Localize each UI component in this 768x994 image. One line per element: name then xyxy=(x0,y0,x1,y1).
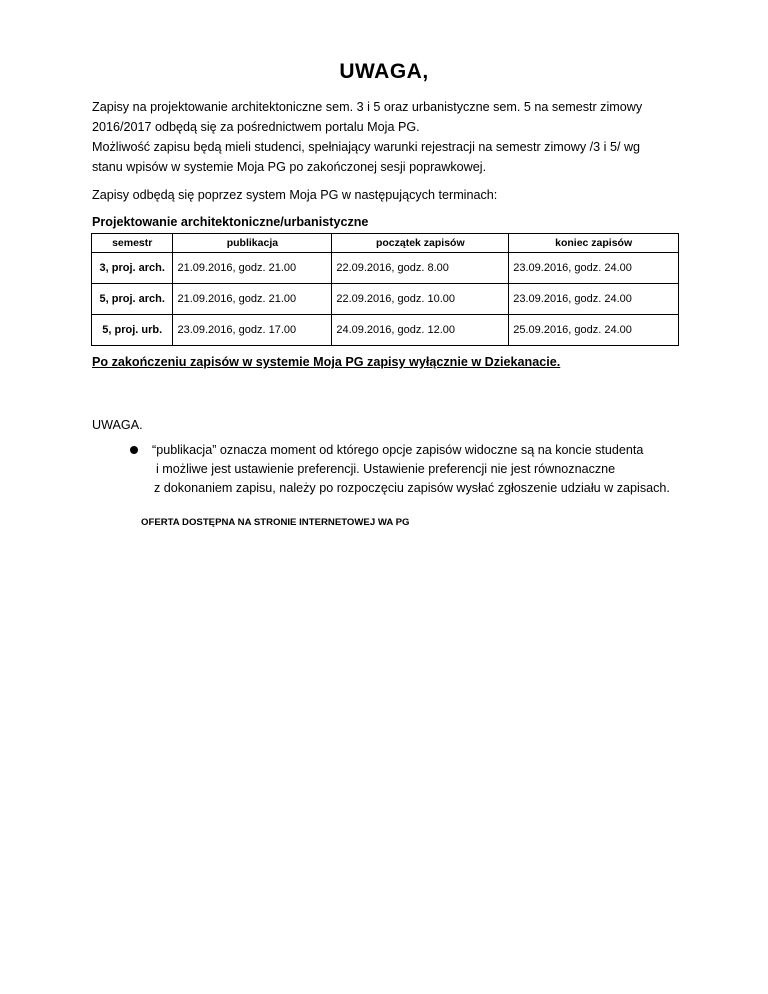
table-cell-publikacja: 21.09.2016, godz. 21.00 xyxy=(173,253,332,284)
bullet-dot-icon xyxy=(128,441,141,461)
intro-line: Zapisy na projektowanie architektoniczne sem. 3 i 5 oraz urbanistyczne sem. 5 na semestr zimowy xyxy=(92,100,643,114)
bullet-line: “publikacja” oznacza moment od którego opcje zapisów widoczne są na koncie studenta xyxy=(152,443,644,457)
dean-office-notice: Po zakończeniu zapisów w systemie Moja PG zapisy wyłącznie w Dziekanacie. xyxy=(92,355,561,369)
schedule-table xyxy=(91,233,679,346)
column-header-koniec: koniec zapisów xyxy=(509,234,679,253)
table-cell-poczatek: 24.09.2016, godz. 12.00 xyxy=(332,315,509,346)
table-heading: Projektowanie architektoniczne/urbanistyczne xyxy=(92,215,369,229)
table-cell-poczatek: 22.09.2016, godz. 8.00 xyxy=(332,253,509,284)
table-cell-semestr: 5, proj. urb. xyxy=(92,315,173,346)
page-title: UWAGA, xyxy=(339,60,429,83)
table-cell-koniec: 23.09.2016, godz. 24.00 xyxy=(509,253,679,284)
table-cell-poczatek: 22.09.2016, godz. 10.00 xyxy=(332,284,509,315)
table-header-row xyxy=(92,234,679,253)
offer-notice: OFERTA DOSTĘPNA NA STRONIE INTERNETOWEJ WA PG xyxy=(141,517,410,528)
terms-intro: Zapisy odbędą się poprzez system Moja PG w następujących terminach: xyxy=(92,188,498,202)
intro-paragraph xyxy=(92,97,692,177)
table-cell-semestr: 5, proj. arch. xyxy=(92,284,173,315)
intro-line: Możliwość zapisu będą mieli studenci, spełniający warunki rejestracji na semestr zimowy /3 i 5/ wg xyxy=(92,140,641,154)
intro-line: 2016/2017 odbędą się za pośrednictwem portalu Moja PG. xyxy=(92,120,420,134)
note-heading: UWAGA. xyxy=(92,418,143,432)
column-header-semestr: semestr xyxy=(92,234,173,253)
table-cell-koniec: 23.09.2016, godz. 24.00 xyxy=(509,284,679,315)
table-cell-publikacja: 23.09.2016, godz. 17.00 xyxy=(173,315,332,346)
column-header-poczatek: początek zapisów xyxy=(332,234,509,253)
intro-line: stanu wpisów w systemie Moja PG po zakończonej sesji poprawkowej. xyxy=(92,160,487,174)
table-cell-semestr: 3, proj. arch. xyxy=(92,253,173,284)
table-row xyxy=(92,253,679,284)
table-row xyxy=(92,315,679,346)
bullet-line: i możliwe jest ustawienie preferencji. Ustawienie preferencji nie jest równoznaczne xyxy=(156,462,616,476)
bullet-line: z dokonaniem zapisu, należy po rozpoczęciu zapisów wysłać zgłoszenie udziału w zapisach. xyxy=(154,481,670,495)
table-cell-publikacja: 21.09.2016, godz. 21.00 xyxy=(173,284,332,315)
bullet-item xyxy=(148,441,708,498)
table-row xyxy=(92,284,679,315)
column-header-publikacja: publikacja xyxy=(173,234,332,253)
table-cell-koniec: 25.09.2016, godz. 24.00 xyxy=(509,315,679,346)
